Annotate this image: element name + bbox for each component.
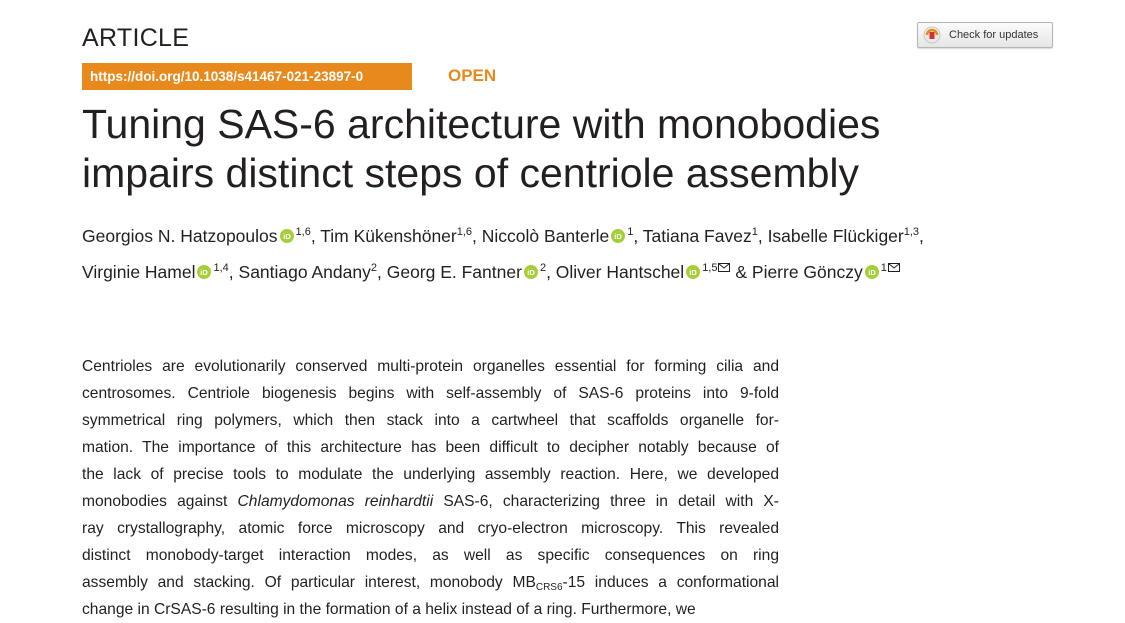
affiliation-marker: 1,4 [213,262,229,274]
author-line [82,251,1062,287]
article-title [82,100,1042,198]
svg-text:iD: iD [614,232,622,241]
abstract-line: change in CrSAS-6 resulting in the formation of a helix instead of a ring. Furthermore, we [82,601,696,618]
check-updates-label: Check for updates [949,29,1039,41]
abstract-line: the lack of precise tools to modulate the underlying assembly reaction. Here, we developed [82,466,779,483]
open-access-label: OPEN [448,66,497,85]
author-name[interactable]: Georgios N. Hatzopoulos [82,226,278,246]
author-name[interactable]: Tim Kükenshöner [320,226,457,246]
abstract-text: SAS-6, characterizing three in detail with X- [433,493,779,510]
check-updates-icon [923,26,941,44]
affiliation-marker: 1 [751,226,758,238]
author-separator: & [730,262,752,282]
orcid-icon[interactable] [611,222,625,241]
author-name[interactable]: Georg E. Fantner [386,262,522,282]
affiliation-marker: 1 [880,262,887,274]
author-name[interactable]: Niccolò Banterle [481,226,610,246]
author-name[interactable]: Pierre Gönczy [751,262,863,282]
abstract-line: Centrioles are evolutionarily conserved multi-protein organelles essential for forming cilia and [82,358,779,375]
abstract-line [82,569,779,596]
affiliation-marker: 1 [627,226,634,238]
affiliation-marker: 1,6 [295,226,311,238]
author-name[interactable]: Oliver Hantschel [555,262,685,282]
title-line: Tuning SAS-6 architecture with monobodies [82,101,881,147]
abstract-line: mation. The importance of this architecture has been difficult to decipher notably because of [82,439,779,456]
title-line: impairs distinct steps of centriole assembly [82,150,860,196]
abstract-text: -15 induces a conformational [562,574,779,591]
orcid-icon[interactable] [686,258,700,277]
affiliation-marker: 2 [370,262,377,274]
orcid-icon[interactable] [524,258,538,277]
monobody-subscript: CRS6 [535,582,563,593]
affiliation-marker: 1,3 [903,226,920,238]
author-name[interactable]: Virginie Hamel [82,262,196,282]
author-name[interactable]: Santiago Andany [238,262,371,282]
author-separator: , [228,262,239,282]
author-separator: , [919,226,924,246]
author-line [82,221,1062,251]
author-name[interactable]: Isabelle Flückiger [767,226,904,246]
affiliation-marker: 1,6 [456,226,473,238]
abstract-line: distinct monobody-target interaction modes, as well as specific consequences on ring [82,547,779,564]
svg-text:iD: iD [200,268,209,277]
abstract-line: symmetrical ring polymers, which then stack into a cartwheel that scaffolds organelle for- [82,412,779,429]
species-name: Chlamydomonas reinhardtii [237,493,434,510]
abstract [82,353,779,623]
orcid-icon[interactable] [280,222,294,241]
check-for-updates-button[interactable] [917,22,1053,48]
orcid-icon[interactable] [197,258,211,277]
author-separator: , [757,226,768,246]
author-separator: , [310,226,321,246]
author-separator: , [376,262,387,282]
author-separator: , [546,262,556,282]
section-label: ARTICLE [82,24,190,52]
affiliation-marker: 1,5 [702,262,718,274]
svg-text:iD: iD [527,268,535,277]
svg-text:iD: iD [689,268,697,277]
abstract-text: monobodies against [82,493,238,510]
svg-text:iD: iD [868,268,876,277]
abstract-line: centrosomes. Centriole biogenesis begins with self-assembly of SAS-6 proteins into 9-fold [82,385,779,402]
abstract-text: assembly and stacking. Of particular interest, monobody MB [82,574,536,591]
abstract-line: ray crystallography, atomic force microscopy and cryo-electron microscopy. This revealed [82,520,779,537]
author-separator: , [633,226,643,246]
doi-link[interactable]: https://doi.org/10.1038/s41467-021-23897-0 [82,63,412,90]
mail-icon[interactable] [718,251,730,260]
author-separator: , [472,226,482,246]
svg-text:iD: iD [282,232,291,241]
affiliation-marker: 2 [539,262,547,274]
orcid-icon[interactable] [865,258,879,277]
author-list [82,221,1062,287]
abstract-line [82,488,779,515]
mail-icon[interactable] [888,251,900,260]
author-name[interactable]: Tatiana Favez [642,226,752,246]
